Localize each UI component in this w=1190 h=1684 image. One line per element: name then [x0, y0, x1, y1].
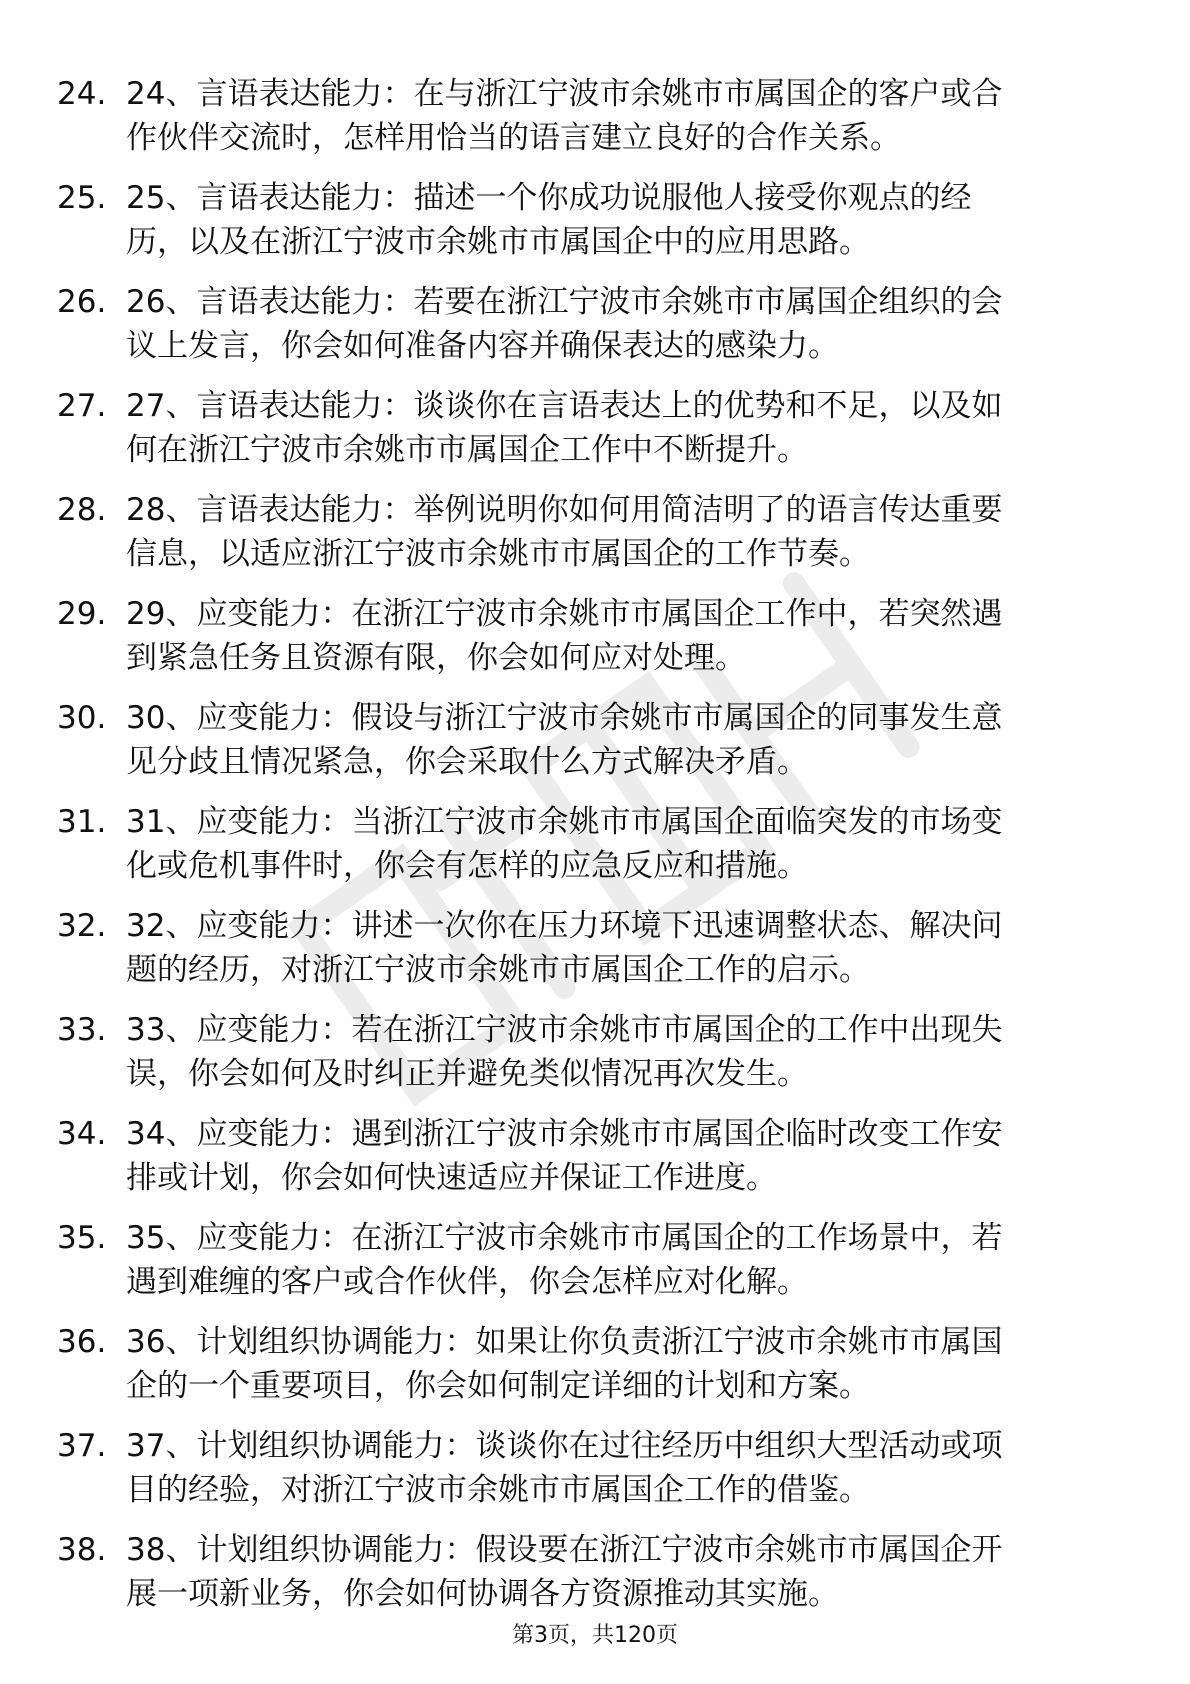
question-item: [0, 280, 1190, 384]
page-indicator: 第3页，共120页: [512, 1623, 678, 1648]
question-item: [0, 384, 1190, 488]
question-text: 30、应变能力：假设与浙江宁波市余姚市市属国企的同事发生意 见分歧且情况紧急，你会采取什么方式解决矛盾。: [126, 700, 1003, 780]
question-text: 35、应变能力：在浙江宁波市余姚市市属国企的工作场景中，若 遇到难缠的客户或合作伙伴，你会怎样应对化解。: [126, 1220, 1003, 1300]
question-number: 28.: [57, 492, 107, 528]
question-number: 26.: [57, 284, 107, 320]
question-number: 33.: [57, 1012, 107, 1048]
question-item: [0, 1528, 1190, 1632]
question-item: [0, 1424, 1190, 1528]
question-text: 27、言语表达能力：谈谈你在言语表达上的优势和不足，以及如 何在浙江宁波市余姚市市属国企工作中不断提升。: [126, 388, 1003, 468]
question-list: [0, 72, 1190, 1632]
question-text: 32、应变能力：讲述一次你在压力环境下迅速调整状态、解决问 题的经历，对浙江宁波市余姚市市属国企工作的启示。: [126, 908, 1003, 988]
question-item: [0, 1008, 1190, 1112]
question-item: [0, 488, 1190, 592]
question-number: 29.: [57, 596, 107, 632]
question-item: [0, 176, 1190, 280]
question-number: 35.: [57, 1220, 107, 1256]
question-text: 25、言语表达能力：描述一个你成功说服他人接受你观点的经 历，以及在浙江宁波市余姚市市属国企中的应用思路。: [126, 180, 972, 260]
question-number: 38.: [57, 1532, 107, 1568]
question-text: 33、应变能力：若在浙江宁波市余姚市市属国企的工作中出现失 误，你会如何及时纠正并避免类似情况再次发生。: [126, 1012, 1003, 1092]
question-text: 24、言语表达能力：在与浙江宁波市余姚市市属国企的客户或合 作伙伴交流时，怎样用恰当的语言建立良好的合作关系。: [126, 76, 1003, 156]
question-number: 36.: [57, 1324, 107, 1360]
question-item: [0, 1320, 1190, 1424]
question-item: [0, 592, 1190, 696]
question-item: [0, 800, 1190, 904]
question-number: 37.: [57, 1428, 107, 1464]
question-text: 28、言语表达能力：举例说明你如何用简洁明了的语言传达重要 信息，以适应浙江宁波市余姚市市属国企的工作节奏。: [126, 492, 1003, 572]
question-number: 24.: [57, 76, 107, 112]
question-item: [0, 696, 1190, 800]
question-number: 31.: [57, 804, 107, 840]
question-text: 38、计划组织协调能力：假设要在浙江宁波市余姚市市属国企开 展一项新业务，你会如何协调各方资源推动其实施。: [126, 1532, 1003, 1612]
question-number: 25.: [57, 180, 107, 216]
question-text: 34、应变能力：遇到浙江宁波市余姚市市属国企临时改变工作安 排或计划，你会如何快速适应并保证工作进度。: [126, 1116, 1003, 1196]
question-item: [0, 904, 1190, 1008]
question-item: [0, 72, 1190, 176]
question-text: 31、应变能力：当浙江宁波市余姚市市属国企面临突发的市场变 化或危机事件时，你会有怎样的应急反应和措施。: [126, 804, 1003, 884]
question-text: 36、计划组织协调能力：如果让你负责浙江宁波市余姚市市属国 企的一个重要项目，你会如何制定详细的计划和方案。: [126, 1324, 1003, 1404]
question-item: [0, 1112, 1190, 1216]
question-text: 26、言语表达能力：若要在浙江宁波市余姚市市属国企组织的会 议上发言，你会如何准备内容并确保表达的感染力。: [126, 284, 1003, 364]
question-item: [0, 1216, 1190, 1320]
question-number: 34.: [57, 1116, 107, 1152]
question-number: 32.: [57, 908, 107, 944]
question-number: 30.: [57, 700, 107, 736]
question-number: 27.: [57, 388, 107, 424]
question-text: 37、计划组织协调能力：谈谈你在过往经历中组织大型活动或项 目的经验，对浙江宁波市余姚市市属国企工作的借鉴。: [126, 1428, 1003, 1508]
question-text: 29、应变能力：在浙江宁波市余姚市市属国企工作中，若突然遇 到紧急任务且资源有限，你会如何应对处理。: [126, 596, 1003, 676]
